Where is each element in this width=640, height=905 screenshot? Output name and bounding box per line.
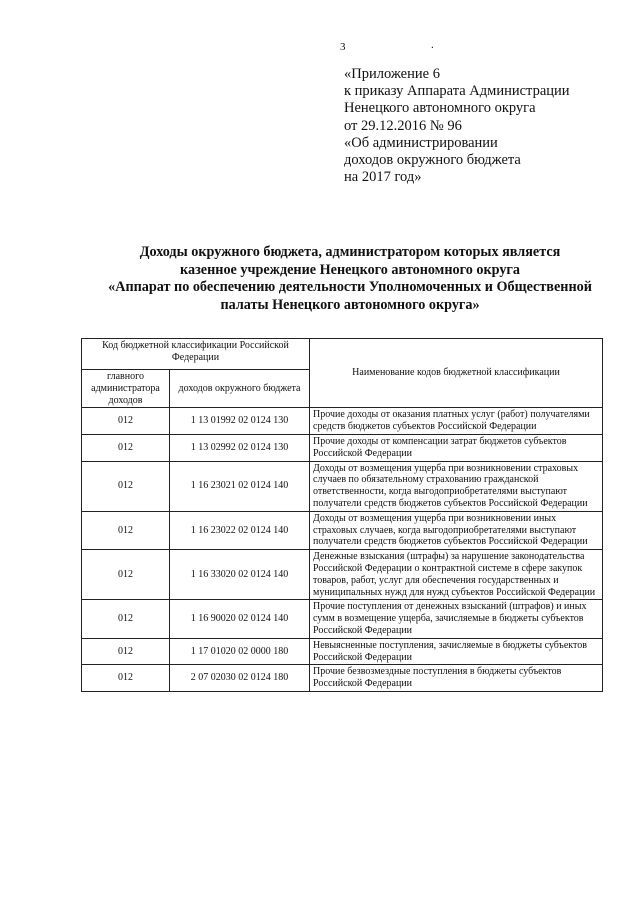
admin-code-cell: 012 xyxy=(82,461,170,511)
income-code-cell: 1 16 23021 02 0124 140 xyxy=(170,461,310,511)
document-title xyxy=(60,244,640,314)
code-name-cell: Прочие поступления от денежных взысканий (штрафов) и иных сумм в возмещение ущерба, зачисляемые в бюджеты субъектов Российской Федерации xyxy=(310,600,603,638)
appendix-line: «Приложение 6 xyxy=(344,66,440,82)
code-name-cell: Прочие доходы от оказания платных услуг (работ) получателями средств бюджетов субъектов Российской Федерации xyxy=(310,408,603,435)
code-name-cell: Невыясненные поступления, зачисляемые в бюджеты субъектов Российской Федерации xyxy=(310,638,603,665)
table-row xyxy=(82,638,603,665)
appendix-line: на 2017 год» xyxy=(344,169,422,186)
appendix-line: «Об администрировании xyxy=(344,134,498,151)
admin-column-header: главного администратора доходов xyxy=(82,370,170,408)
table-row xyxy=(82,511,603,549)
budget-codes-table xyxy=(81,338,603,692)
admin-code-cell: 012 xyxy=(82,434,170,461)
income-code-cell: 1 17 01020 02 0000 180 xyxy=(170,638,310,665)
admin-code-cell: 012 xyxy=(82,511,170,549)
table-row xyxy=(82,550,603,600)
code-name-cell: Денежные взыскания (штрафы) за нарушение законодательства Российской Федерации о контрактной системе в сфере закупок товаров, работ, услуг для обеспечения государственных и муниципальных нужд для нужд субъектов Российской Федерации xyxy=(310,550,603,600)
table-row xyxy=(82,600,603,638)
income-code-cell: 1 13 02992 02 0124 130 xyxy=(170,434,310,461)
title-line: «Аппарат по обеспечению деятельности Уполномоченных и Общественной xyxy=(108,279,592,296)
name-column-header: Наименование кодов бюджетной классификации xyxy=(310,339,603,408)
header-dot: . xyxy=(431,39,434,51)
code-name-cell: Доходы от возмещения ущерба при возникновении иных страховых случаев, когда выгодоприобретателями выступают получатели средств бюджетов субъектов Российской Федерации xyxy=(310,511,603,549)
table-row xyxy=(82,461,603,511)
code-name-cell: Прочие доходы от компенсации затрат бюджетов субъектов Российской Федерации xyxy=(310,434,603,461)
code-name-cell: Доходы от возмещения ущерба при возникновении страховых случаев по обязательному страхованию гражданской ответственности, когда выгодоприобретателями выступают получатели средств бюджетов субъектов Российской Федерации xyxy=(310,461,603,511)
title-line: палаты Ненецкого автономного округа» xyxy=(220,296,480,313)
admin-code-cell: 012 xyxy=(82,550,170,600)
income-code-cell: 1 16 90020 02 0124 140 xyxy=(170,600,310,638)
income-code-cell: 2 07 02030 02 0124 180 xyxy=(170,665,310,692)
admin-code-cell: 012 xyxy=(82,638,170,665)
admin-code-cell: 012 xyxy=(82,408,170,435)
title-line: Доходы окружного бюджета, администратором которых является xyxy=(139,244,561,260)
table-row xyxy=(82,434,603,461)
income-column-header: доходов окружного бюджета xyxy=(170,370,310,408)
appendix-line: от 29.12.2016 № 96 xyxy=(344,117,462,134)
income-code-cell: 1 13 01992 02 0124 130 xyxy=(170,408,310,435)
appendix-line: к приказу Аппарата Администрации xyxy=(344,83,570,100)
appendix-line: Ненецкого автономного округа xyxy=(344,100,536,117)
page-number: 3 xyxy=(340,41,346,53)
income-code-cell: 1 16 33020 02 0124 140 xyxy=(170,550,310,600)
table-row xyxy=(82,408,603,435)
admin-code-cell: 012 xyxy=(82,665,170,692)
admin-code-cell: 012 xyxy=(82,600,170,638)
appendix-reference xyxy=(344,66,570,186)
code-name-cell: Прочие безвозмездные поступления в бюджеты субъектов Российской Федерации xyxy=(310,665,603,692)
group-header: Код бюджетной классификации Российской Федерации xyxy=(82,339,310,370)
appendix-line: доходов окружного бюджета xyxy=(344,152,521,169)
table-row xyxy=(82,665,603,692)
income-code-cell: 1 16 23022 02 0124 140 xyxy=(170,511,310,549)
title-line: казенное учреждение Ненецкого автономного округа xyxy=(180,261,520,278)
